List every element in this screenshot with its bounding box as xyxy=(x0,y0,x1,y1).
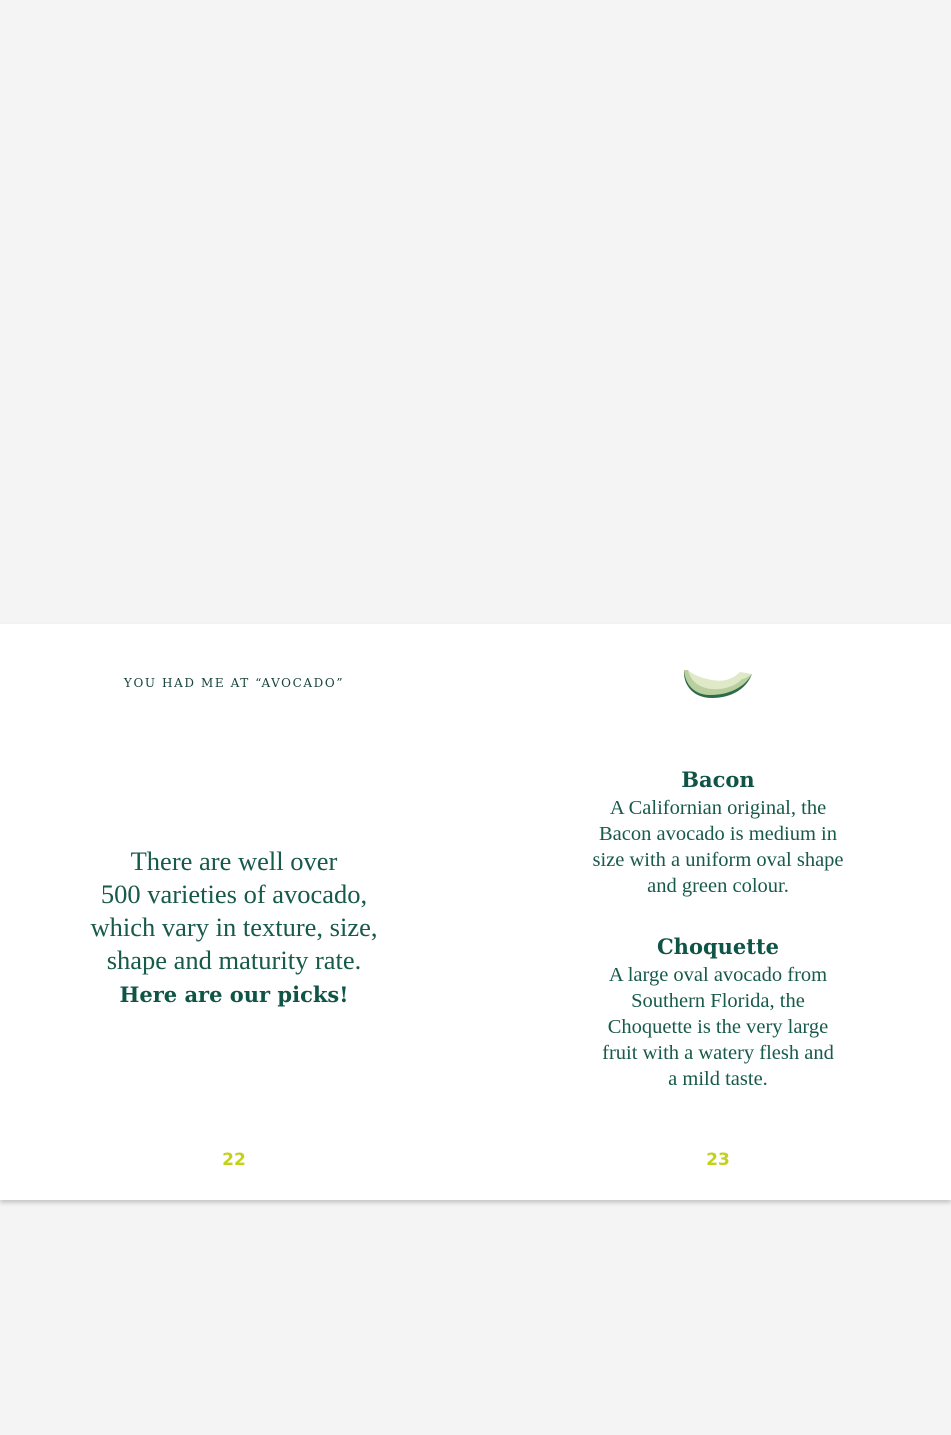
intro-text xyxy=(0,845,468,977)
description-line: A Californian original, the xyxy=(609,797,827,819)
variety-description xyxy=(476,962,951,1092)
intro-line: 500 varieties of avocado, xyxy=(100,879,368,909)
page-number: 22 xyxy=(222,1150,246,1170)
intro-line: shape and maturity rate. xyxy=(106,945,362,975)
description-line: size with a uniform oval shape xyxy=(592,849,844,871)
variety-title: Choquette xyxy=(656,934,780,959)
variety-bacon xyxy=(476,765,951,899)
left-page xyxy=(0,624,475,1200)
book-spread xyxy=(0,624,951,1200)
variety-title: Bacon xyxy=(681,767,755,792)
intro-callout: Here are our picks! xyxy=(119,982,349,1007)
right-page xyxy=(476,624,951,1200)
variety-description xyxy=(476,795,951,899)
description-line: A large oval avocado from xyxy=(608,964,828,986)
avocado-slice-icon xyxy=(680,668,756,702)
intro-line: which vary in texture, size, xyxy=(90,912,378,942)
description-line: fruit with a watery flesh and xyxy=(602,1042,834,1064)
variety-choquette xyxy=(476,932,951,1092)
intro-line: There are well over xyxy=(130,846,338,876)
description-line: a mild taste. xyxy=(668,1068,768,1090)
description-line: Bacon avocado is medium in xyxy=(599,823,837,845)
description-line: and green colour. xyxy=(647,875,789,897)
description-line: Choquette is the very large xyxy=(607,1016,829,1038)
description-line: Southern Florida, the xyxy=(631,990,805,1012)
running-head: YOU HAD ME AT “AVOCADO” xyxy=(123,676,345,690)
page-number: 23 xyxy=(706,1150,730,1170)
